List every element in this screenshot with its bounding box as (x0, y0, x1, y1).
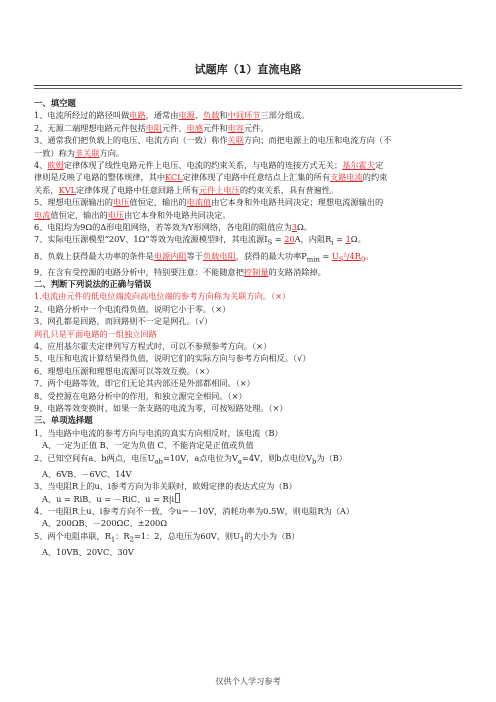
text: 2、已知空间有a、b两点，电压U (34, 452, 155, 463)
answer: 欧姆 (47, 160, 64, 171)
answer: 电源 (178, 110, 195, 121)
subscript: min (306, 255, 320, 264)
answer: 电阻 (145, 122, 163, 133)
text: 方向。 (99, 147, 125, 158)
text: 8、负载上获得最大功率的条件是 (34, 250, 154, 261)
fill-q1 (34, 109, 466, 121)
subscript: S (267, 239, 273, 248)
text: 关系， (34, 184, 59, 195)
text: ²/4R (343, 250, 361, 261)
cursor-box-icon (175, 493, 180, 503)
fill-q4-cont2 (34, 184, 466, 196)
answer: 非关联 (74, 147, 100, 158)
text: 3、通常我们把负载上的电压、电流方向（一致）称作 (34, 135, 228, 146)
text: =4V，则b点电位V (241, 452, 313, 463)
judge-q4: 4、应用基尔霍夫定律列写方程式时，可以不参照参考方向。（×） (34, 341, 272, 351)
choice-q1: 1、当电路中电流的参考方向与电流的真实方向相反时，该电流（B） (34, 427, 283, 438)
subscript: S (338, 255, 344, 264)
answer: 支路电流 (330, 172, 363, 183)
subscript: 0 (360, 255, 366, 264)
text: 值恒定，输出的 (129, 197, 187, 208)
text: = (272, 234, 285, 245)
text: Ω。 (297, 222, 312, 233)
text: A、u = RiB、u = －RiC、u = R|i (42, 493, 175, 504)
fill-q5 (34, 196, 466, 208)
fill-q2 (34, 122, 466, 134)
judge-q7: 7、两个电路等效，即它们无论其内部还是外部都相同。（×） (34, 378, 255, 389)
text: 5、两个电阻串联，R (34, 530, 111, 541)
fill-q8 (34, 250, 466, 266)
text: 元件、 (162, 122, 187, 133)
text: 。 (365, 250, 374, 261)
judge-q2 (34, 303, 466, 315)
fill-q9 (34, 266, 466, 278)
text: 2、电路分析中一个电流得负值，说明它小于零。（×） (34, 303, 231, 314)
text: A，内阻R (294, 234, 332, 245)
choice-q2-options: A、6VB、－6VC、14V (42, 468, 132, 479)
text: ：R (115, 530, 130, 541)
page-title: 试题库（1）直流电路 (194, 63, 302, 76)
fill-q6 (34, 221, 466, 233)
answer: 负载电阻 (203, 250, 236, 261)
answer-formula (331, 250, 366, 264)
judge-q9: 9、电路等效变换时，如果一条支路的电流为零，可按短路处理。（×） (34, 403, 288, 414)
text: 、 (194, 110, 204, 121)
answer: 电容 (227, 122, 244, 133)
text: Ω。 (350, 234, 366, 245)
choice-q5-options: A、10VB、20VC、30V (42, 546, 134, 557)
answer: KVL (58, 184, 77, 195)
fill-q5-cont (34, 209, 466, 221)
answer: 电感 (186, 122, 204, 133)
section-heading-choice: 三、单项选择题 (34, 415, 93, 426)
text: 元件。 (243, 122, 269, 133)
choice-q3: 3、当电阻R上的u、i参考方向为非关联时，欧姆定律的表达式应为（B） (34, 481, 297, 492)
choice-q5 (34, 530, 466, 546)
text: 律则是反映了电路的整体规律，其中 (34, 172, 166, 183)
text: =1：2，总电压为60V，则U (133, 530, 240, 541)
subscript: a (237, 457, 242, 466)
text: 5、理想电压源输出的 (34, 197, 113, 208)
judge-note: 网孔只是平面电路的一组独立回路 (34, 328, 157, 339)
text: 元件和 (203, 122, 228, 133)
text: 值恒定，输出的 (50, 209, 108, 220)
text: = (333, 234, 346, 245)
choice-q3-options (34, 493, 466, 505)
subscript: 1 (239, 535, 245, 544)
choice-q2 (34, 452, 466, 468)
subscript: ab (154, 457, 163, 466)
fill-q3-cont (34, 147, 466, 159)
text: 定律体现了电路中任意结点上汇集的所有 (182, 172, 331, 183)
text: 等于 (186, 250, 203, 261)
text: ，通常由 (145, 110, 179, 121)
answer: 元件上电压 (198, 184, 240, 195)
fill-q3 (34, 134, 466, 146)
text: 2、无源二端理想电路元件包括 (34, 122, 146, 133)
text: =10V，a点电位为V (162, 452, 238, 463)
content (34, 97, 466, 558)
text: 9、在含有受控源的电路分析中，特别要注意：不能随意把 (34, 266, 244, 277)
text: U (331, 250, 339, 261)
text: 方向；而把电源上的电压和电流方向（不 (243, 135, 392, 146)
text: 为（B） (316, 452, 347, 463)
text: 由它本身和外电路共同决定。 (124, 209, 231, 220)
text: 4、 (34, 160, 48, 171)
subscript: 1 (110, 535, 116, 544)
answer: 1 (345, 234, 351, 245)
text: 定 (374, 160, 384, 171)
choice-q1-options: A、一定为正值 B、一定为负值 C、不能肯定是正值或负值 (42, 440, 254, 451)
answer: 3 (291, 222, 297, 233)
judge-q8: 8、受控源在电路分析中的作用，和独立源完全相同。（×） (34, 390, 247, 401)
answer: 20 (284, 234, 295, 245)
text: 一致）称为 (34, 147, 75, 158)
text: 1、电流所经过的路径叫做 (34, 110, 130, 121)
answer: 电压 (107, 209, 125, 220)
text: 7、实际电压源模型“20V、1Ω”等效为电流源模型时，其电流源I (34, 234, 268, 245)
judge-q1: 1.电流由元件的低电位端流向高电位端的参考方向称为关联方向。（×） (34, 291, 291, 302)
answer: 电流值 (186, 197, 212, 208)
text: 的约束关系，具有普遍性。 (239, 184, 339, 195)
judge-q6: 6、理想电压源和理想电流源可以等效互换。（×） (34, 365, 214, 376)
text: 三部分组成。 (260, 110, 310, 121)
text: 6、电阻均为9Ω的Δ形电阻网络，若等效为Y形网络，各电阻的阻值应为 (34, 222, 292, 233)
subscript: 2 (129, 535, 134, 544)
text: 和 (219, 110, 228, 121)
subscript: i (331, 239, 334, 248)
text: 由它本身和外电路共同决定；理想电流源输出的 (211, 197, 384, 208)
text: 定律体现了线性电路元件上电压、电流的约束关系，与电路的连接方式无关； (63, 160, 343, 171)
answer: 基尔霍夫 (342, 160, 375, 171)
answer: 电压 (112, 197, 130, 208)
choice-q4-options: A、200ΩB、－200ΩC、±200Ω (42, 518, 168, 529)
footer-note: 仅供个人学习参考 (215, 676, 281, 686)
fill-q4 (34, 159, 466, 171)
section-heading-judge: 二、判断下列说法的正确与错误 (34, 278, 152, 289)
answer: 电路 (129, 110, 146, 121)
title-divider (34, 85, 462, 86)
choice-q4: 4、一电阻R上u、i参考方向不一致，令u＝－10V，消耗功率为0.5W，则电阻R为（A） (34, 505, 355, 516)
subscript: b (312, 457, 317, 466)
fill-q7 (34, 233, 466, 249)
text: = (319, 250, 332, 261)
text: 的约束 (362, 172, 388, 183)
answer: 负载 (203, 110, 220, 121)
judge-q5: 5、电压和电流计算结果得负值，说明它们的实际方向与参考方向相反。（√） (34, 353, 311, 364)
answer: 中间环节 (227, 110, 261, 121)
text: 的大小为（B） (244, 530, 300, 541)
text: ，获得的最大功率P (235, 250, 307, 261)
section-heading-fill: 一、填空题 (34, 98, 76, 108)
judge-q3: 3、网孔都是回路，而回路则不一定是网孔。（√） (34, 316, 213, 327)
fill-q4-cont (34, 171, 466, 183)
answer: 关联 (227, 135, 244, 146)
answer: 电流 (34, 209, 51, 220)
text: 定律体现了电路中任意回路上所有 (76, 184, 199, 195)
answer: 电源内阻 (153, 250, 187, 261)
answer: KCL (165, 172, 183, 183)
text: 的支路消除掉。 (268, 266, 326, 277)
title-divider-thin (34, 88, 462, 89)
answer: 控制量 (243, 266, 269, 277)
